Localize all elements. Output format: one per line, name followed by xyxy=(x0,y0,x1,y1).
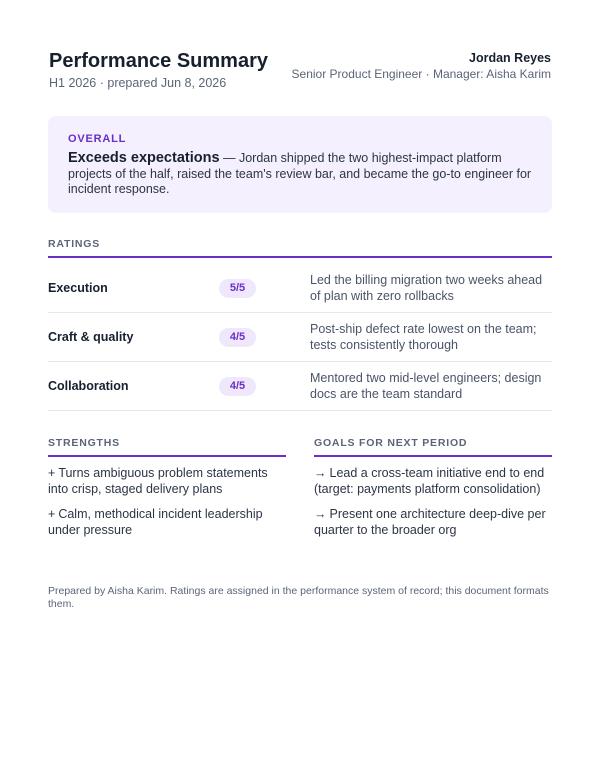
rating-category: Collaboration xyxy=(48,379,129,393)
strengths-list xyxy=(48,466,286,538)
goal-text: Present one architecture deep-dive per quarter to the broader org xyxy=(314,507,546,537)
strength-text: Turns ambiguous problem statements into crisp, staged delivery plans xyxy=(48,466,268,496)
rating-score-badge: 4/5 xyxy=(219,328,256,347)
goal-item xyxy=(314,507,552,538)
ratings-divider xyxy=(48,256,552,258)
rating-category: Craft & quality xyxy=(48,330,134,344)
overall-separator: — xyxy=(219,151,239,165)
rating-score-badge: 5/5 xyxy=(219,279,256,298)
strength-item xyxy=(48,466,286,497)
overall-rating-card xyxy=(48,116,552,213)
footer-note: Prepared by Aisha Karim. Ratings are assigned in the performance system of record; this document formats them. xyxy=(48,585,549,610)
ratings-table xyxy=(48,264,552,411)
employee-info xyxy=(292,50,551,82)
strengths-divider xyxy=(48,455,286,457)
ratings-section-label: RATINGS xyxy=(48,238,101,250)
arrow-right-icon: → xyxy=(314,507,327,521)
rating-row xyxy=(48,264,552,313)
strength-item xyxy=(48,507,286,538)
rating-row xyxy=(48,362,552,411)
goals-list xyxy=(314,466,552,538)
rating-note: Post-ship defect rate lowest on the team; tests consistently thorough xyxy=(310,322,537,352)
rating-category: Execution xyxy=(48,281,108,295)
plus-marker: + xyxy=(48,466,56,480)
goals-label: GOALS FOR NEXT PERIOD xyxy=(314,437,468,449)
goal-item xyxy=(314,466,552,497)
strengths-section xyxy=(48,437,286,538)
employee-role: Senior Product Engineer · Manager: Aisha Karim xyxy=(291,67,551,81)
strengths-label: STRENGTHS xyxy=(48,437,120,449)
rating-note: Led the billing migration two weeks ahead of plan with zero rollbacks xyxy=(310,273,543,303)
goal-text: Lead a cross-team initiative end to end (target: payments platform consolidation) xyxy=(314,466,545,496)
overall-text xyxy=(68,151,532,198)
page-subtitle: H1 2026 · prepared Jun 8, 2026 xyxy=(49,76,227,90)
employee-name: Jordan Reyes xyxy=(469,51,551,65)
overall-summary: Jordan shipped the two highest-impact platform projects of the half, raised the team's review bar, and became the go-to engineer for incident response. xyxy=(68,151,532,196)
goals-section xyxy=(314,437,552,538)
document-header xyxy=(48,0,552,116)
goals-divider xyxy=(314,455,552,457)
rating-note: Mentored two mid-level engineers; design docs are the team standard xyxy=(310,371,542,401)
plus-marker: + xyxy=(48,507,56,521)
rating-score-badge: 4/5 xyxy=(219,377,256,396)
overall-verdict: Exceeds expectations xyxy=(68,150,220,166)
page-title: Performance Summary xyxy=(49,50,268,72)
strength-text: Calm, methodical incident leadership under pressure xyxy=(48,507,263,537)
overall-label: OVERALL xyxy=(68,133,127,145)
rating-row xyxy=(48,313,552,362)
arrow-right-icon: → xyxy=(314,466,327,480)
